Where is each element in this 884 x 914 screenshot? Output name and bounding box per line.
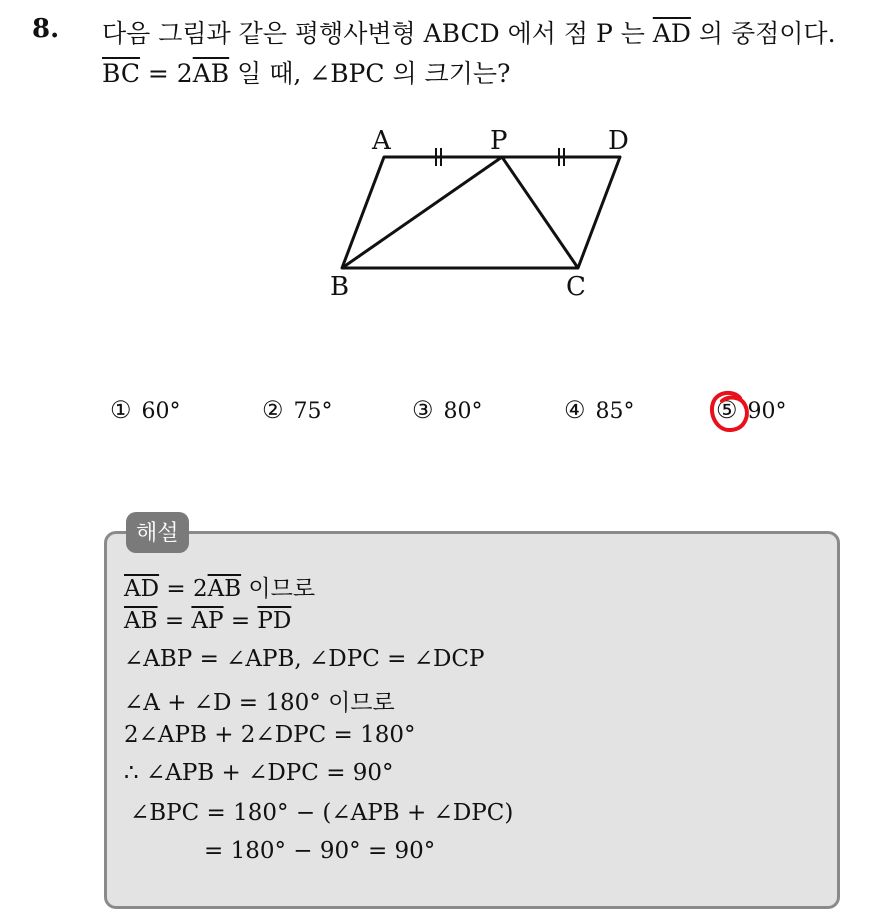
segment-ad: $\overline{AD}$	[124, 576, 160, 602]
segment-bc: $\overline{BC}$	[102, 59, 140, 88]
solution-text: 이므로	[241, 576, 316, 602]
solution-line-3: ∠ABP = ∠APB, ∠DPC = ∠DCP	[124, 646, 485, 672]
segment-pb	[342, 157, 502, 268]
solution-tag: 해설	[126, 512, 189, 553]
choice-mark: ②	[262, 396, 284, 424]
segment-ab: $\overline{AB}$	[124, 608, 158, 634]
segment-pd: $\overline{PD}$	[257, 608, 292, 634]
equals: =	[157, 608, 192, 634]
choice-4[interactable]	[564, 396, 635, 424]
choice-text: 90°	[747, 399, 787, 424]
choice-mark: ③	[412, 396, 434, 424]
segment-ap: $\overline{AP}$	[191, 608, 224, 634]
parallelogram-abcd	[342, 157, 620, 268]
question-ask: 일 때, ∠BPC 의 크기는?	[229, 59, 511, 88]
solution-line-6: ∴ ∠APB + ∠DPC = 90°	[124, 760, 394, 786]
question-line-2	[102, 54, 510, 90]
parallelogram-figure	[320, 120, 640, 305]
choice-text: 60°	[141, 399, 181, 424]
segment-pc	[502, 157, 578, 268]
label-b: B	[330, 272, 350, 302]
label-d: D	[608, 126, 629, 156]
answer-circle-icon	[707, 388, 753, 438]
equals: =	[223, 608, 258, 634]
solution-line-1	[124, 570, 315, 603]
choice-text: 85°	[595, 399, 635, 424]
choice-mark: ⑤	[716, 396, 738, 424]
question-number: 8.	[32, 14, 60, 44]
question-text: 다음 그림과 같은 평행사변형 ABCD 에서 점 P 는	[102, 19, 645, 48]
solution-line-2	[124, 608, 291, 634]
choice-mark: ①	[110, 396, 132, 424]
question-tail: 의 중점이다.	[698, 19, 836, 48]
equals-two: = 2	[159, 576, 208, 602]
choice-2[interactable]	[262, 396, 333, 424]
segment-ab: $\overline{AB}$	[192, 59, 230, 88]
equals-two: = 2	[139, 59, 193, 88]
label-c: C	[566, 272, 586, 302]
solution-line-4: ∠A + ∠D = 180° 이므로	[124, 690, 395, 716]
label-p: P	[490, 126, 508, 156]
question-line-1	[102, 14, 836, 50]
choice-1[interactable]	[110, 396, 181, 424]
choice-3[interactable]	[412, 396, 483, 424]
solution-line-8: = 180° − 90° = 90°	[204, 838, 436, 864]
choice-text: 80°	[443, 399, 483, 424]
choice-text: 75°	[293, 399, 333, 424]
segment-ad: $\overline{AD}$	[652, 19, 691, 48]
choice-mark: ④	[564, 396, 586, 424]
solution-line-5: 2∠APB + 2∠DPC = 180°	[124, 722, 416, 748]
solution-line-7: ∠BPC = 180° − (∠APB + ∠DPC)	[130, 800, 514, 826]
segment-ab: $\overline{AB}$	[207, 576, 242, 602]
label-a: A	[372, 126, 391, 156]
